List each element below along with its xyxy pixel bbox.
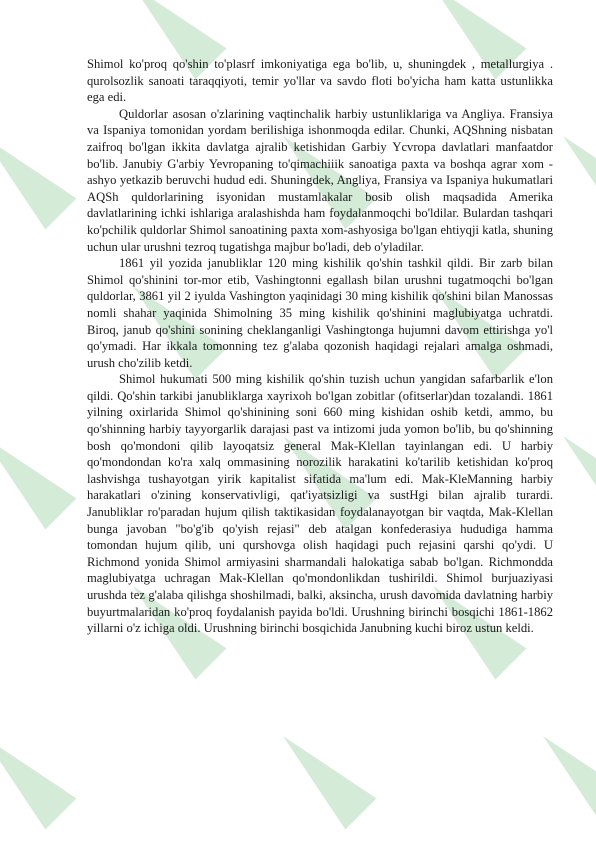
watermark-arrow-icon (268, 721, 377, 830)
paragraph-1: Shimol ko'proq qo'shin to'plasrf imkoniyatiga ega bo'lib, u, shuningdek , metallurgiya . qurolsozlik sanoati taraqqiyoti, temir yo'llar va savdo floti bo'yicha ham katta ustunlikka ega edi. (87, 57, 553, 105)
paragraph-4: Shimol hukumati 500 ming kishilik qo'shin tuzish uchun yangidan safarbarlik e'lon qildi. Qo'shin tarkibi janubliklarga xayrixoh bo'lgan zobitlar (ofitserlar)dan tozalandi. 1861 yilning oxirlarida Shimol qo'shinining soni 660 ming kishidan oshib ketdi, ammo, bu qo'shinning harbiy tayyorgarlik darajasi past va intizomi juda yomon bo'lib, bu qo'shinning bosh qo'mondoni qilib layoqatsiz general Mak-Klellan tayinlangan edi. U harbiy qo'mondondan ko'ra xalq ommasining norozilik harakatini ko'tarilib ketishidan ko'proq lashvishga tushayotgan yirik kapitalist sifatida ma'lum edi. Mak-KleManning harbiy harakatlari o'zining konservativligi, qat'iyatsizligi va sustHgi bilan ajralib turardi. Janubliklar ro'paradan hujum qilish taktikasidan foydalanayotgan bir vaqtda, Mak-Klellan bunga javoban "bo'g'ib qo'yish rejasi" deb atalgan konfederasiya hududiga hamma tomondan hujum qilib, uni qurshovga olish haqidagi puch rejasini qarshi qo'ydi. U Richmond yonida Shimol armiyasini sharmandali halokatiga sabab bo'lgan. Richmondda maglubiyatga uchragan Mak-Klellan qo'mondonlikdan tushirildi. Shimol burjuaziyasi urushda tez g'alaba qilishga shoshilmadi, balki, aksincha, urush davomida davlatning harbiy buyurtmalaridan ko'proq foydalanish payida bo'ldi. Urushning birinchi bosqichi 1861-1862 yillarni o'z ichiga oldi. Urushning birinchi bosqichida Janubning kuchi biroz ustun keldi. (87, 372, 553, 636)
watermark-arrow-icon (0, 721, 76, 830)
watermark-arrow-icon (548, 421, 596, 530)
watermark-arrow-icon (548, 121, 596, 230)
paragraph-2: Quldorlar asosan o'zlarining vaqtinchalik harbiy ustunliklariga va Angliya. Fransiya va Ispaniya tomonidan yordam berilishiga ishonmoqda edilar. Chunki, AQShning nisbatan zaifroq bo'lgan ikkita davlatga ajralib ketishidan Garbiy Ycvropa davlatlari manfaatdor bo'lib. Janubiy G'arbiy Yevropaning to'qimachiiik sanoatiga paxta va boshqa agrar xom -ashyo yetkazib beruvchi hudud edi. Shuningdek, Angliya, Fransiya va Ispaniya hukumatlari AQSh quldorlarining isyonidan mustamlakalar bosib olish maqsadida Amerika davlatlarining ichki ishlariga aralashishda ham foydalanmoqchi bo'ldilar. Bulardan tashqari ko'pchilik quldorlar Shimol sanoatining paxta xom-ashyosiga bo'lgan ehtiyqji katla, shuning uchun ular urushni tezroq tugatishga majbur bo'ladi, deb o'yladilar. (87, 106, 553, 254)
watermark-arrow-icon (0, 121, 76, 230)
watermark-arrow-icon (0, 421, 76, 530)
paragraph-3: 1861 yil yozida janubliklar 120 ming kishilik qo'shin tashkil qildi. Bir zarb bilan Shimol qo'shinini tor-mor etib, Vashingtonni egallash bilan urushni tugatmoqchi bo'lgan quldorlar, 3861 yil 2 iyulda Vashington yaqinidagi 30 ming kishilik qo'shini bilan Manossas nomli shahar yaqinida Shimolning 35 ming kishilik qo'shinini maglubiyatga uchratdi. Biroq, janub qo'shini sonining cheklanganligi Vashingtonga hujumni davom ettirishga yo'l qo'ymadi. Har ikkala tomonning tez g'alaba qozonish haqidagi rejalari amalga oshmadi, urush cho'zilib ketdi. (87, 256, 553, 370)
watermark-arrow-icon (528, 721, 596, 830)
document-page (87, 56, 553, 637)
